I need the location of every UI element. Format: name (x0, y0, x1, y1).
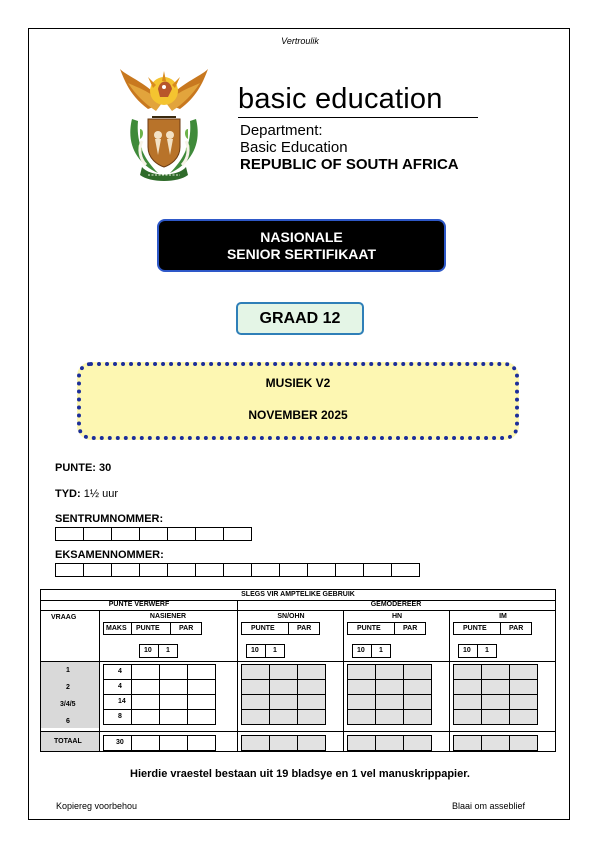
moderated-header: GEMODEREER (370, 601, 422, 608)
im-grid-row-2[interactable] (453, 679, 537, 695)
group-sn-header: SN/OHN (277, 613, 305, 620)
department-label: Department: (240, 122, 323, 139)
hn-initials-header: PAR (403, 625, 418, 632)
question-2: 2 (66, 684, 70, 691)
marks-label: PUNTE: (55, 462, 96, 474)
sample-one: 1 (166, 647, 170, 654)
hn-grid-row-3[interactable] (347, 694, 431, 710)
brand-divider (238, 117, 478, 118)
max-1: 4 (118, 668, 122, 675)
exam-session: NOVEMBER 2025 (248, 408, 348, 422)
sn-grid-row-3[interactable] (241, 694, 325, 710)
max-header: MAKS (106, 625, 127, 632)
marks-awarded-header: PUNTE VERWERF (108, 601, 170, 608)
time-line (55, 488, 118, 500)
marks-line (55, 462, 111, 474)
sample-ten: 10 (144, 647, 152, 654)
initials-header: PAR (179, 625, 194, 632)
official-use-table (40, 589, 556, 752)
sn-sample-ten: 10 (251, 647, 259, 654)
im-initials-header: PAR (509, 625, 524, 632)
im-grid-row-1[interactable] (453, 664, 537, 680)
confidential-label: Vertroulik (281, 36, 319, 46)
marker-header: NASIENER (149, 613, 187, 620)
max-2: 4 (118, 683, 122, 690)
hn-grid-row-4[interactable] (347, 709, 431, 725)
group-im-header: IM (499, 613, 507, 620)
sn-grid-row-1[interactable] (241, 664, 325, 680)
sn-initials-header: PAR (297, 625, 312, 632)
im-grid-row-4[interactable] (453, 709, 537, 725)
group-hn-header: HN (391, 613, 403, 620)
subject-title: MUSIEK V2 (265, 376, 331, 390)
total-max: 30 (116, 739, 124, 746)
nss-line-1: NASIONALE (260, 229, 343, 245)
hn-mark-header: PUNTE (357, 625, 381, 632)
nss-banner (157, 219, 446, 272)
brand-title: basic education (238, 83, 443, 115)
country-name: REPUBLIC OF SOUTH AFRICA (240, 156, 459, 173)
nss-line-2: SENIOR SERTIFIKAAT (226, 246, 377, 262)
sn-sample-one: 1 (273, 647, 277, 654)
question-3-4-5: 3/4/5 (60, 701, 76, 708)
hn-grid-row-1[interactable] (347, 664, 431, 680)
centre-number-boxes[interactable] (55, 527, 251, 541)
hn-total-row[interactable] (347, 735, 431, 751)
im-mark-header: PUNTE (463, 625, 487, 632)
exam-number-label: EKSAMENNOMMER: (55, 549, 164, 561)
time-label: TYD: (55, 488, 81, 500)
hn-sample-ten: 10 (357, 647, 365, 654)
im-sample-ten: 10 (463, 647, 471, 654)
marks-value: 30 (99, 462, 112, 474)
department-name: Basic Education (240, 139, 348, 156)
hn-sample-one: 1 (379, 647, 383, 654)
coat-of-arms-icon (118, 63, 210, 185)
question-header: VRAAG (51, 614, 77, 621)
question-6: 6 (66, 718, 70, 725)
time-value: 1½ uur (83, 488, 118, 500)
total-label: TOTAAL (54, 738, 82, 745)
max-3-4-5: 14 (118, 698, 126, 705)
question-1: 1 (66, 667, 70, 674)
sn-grid-row-4[interactable] (241, 709, 325, 725)
turn-over-text: Blaai om asseblief (452, 801, 526, 811)
max-6: 8 (118, 713, 122, 720)
page-count-note: Hierdie vraestel bestaan uit 19 bladsye en 1 vel manuskrippapier. (130, 768, 470, 780)
subject-panel (77, 362, 519, 440)
sn-mark-header: PUNTE (251, 625, 275, 632)
grade-badge: GRAAD 12 (236, 302, 364, 335)
exam-number-boxes[interactable] (55, 563, 419, 577)
im-grid-row-3[interactable] (453, 694, 537, 710)
centre-number-label: SENTRUMNOMMER: (55, 513, 164, 525)
im-sample-one: 1 (485, 647, 489, 654)
im-total-row[interactable] (453, 735, 537, 751)
sn-grid-row-2[interactable] (241, 679, 325, 695)
mark-header: PUNTE (136, 625, 160, 632)
copyright-text: Kopiereg voorbehou (56, 801, 138, 811)
official-use-title: SLEGS VIR AMPTELIKE GEBRUIK (241, 591, 355, 598)
hn-grid-row-2[interactable] (347, 679, 431, 695)
sn-total-row[interactable] (241, 735, 325, 751)
